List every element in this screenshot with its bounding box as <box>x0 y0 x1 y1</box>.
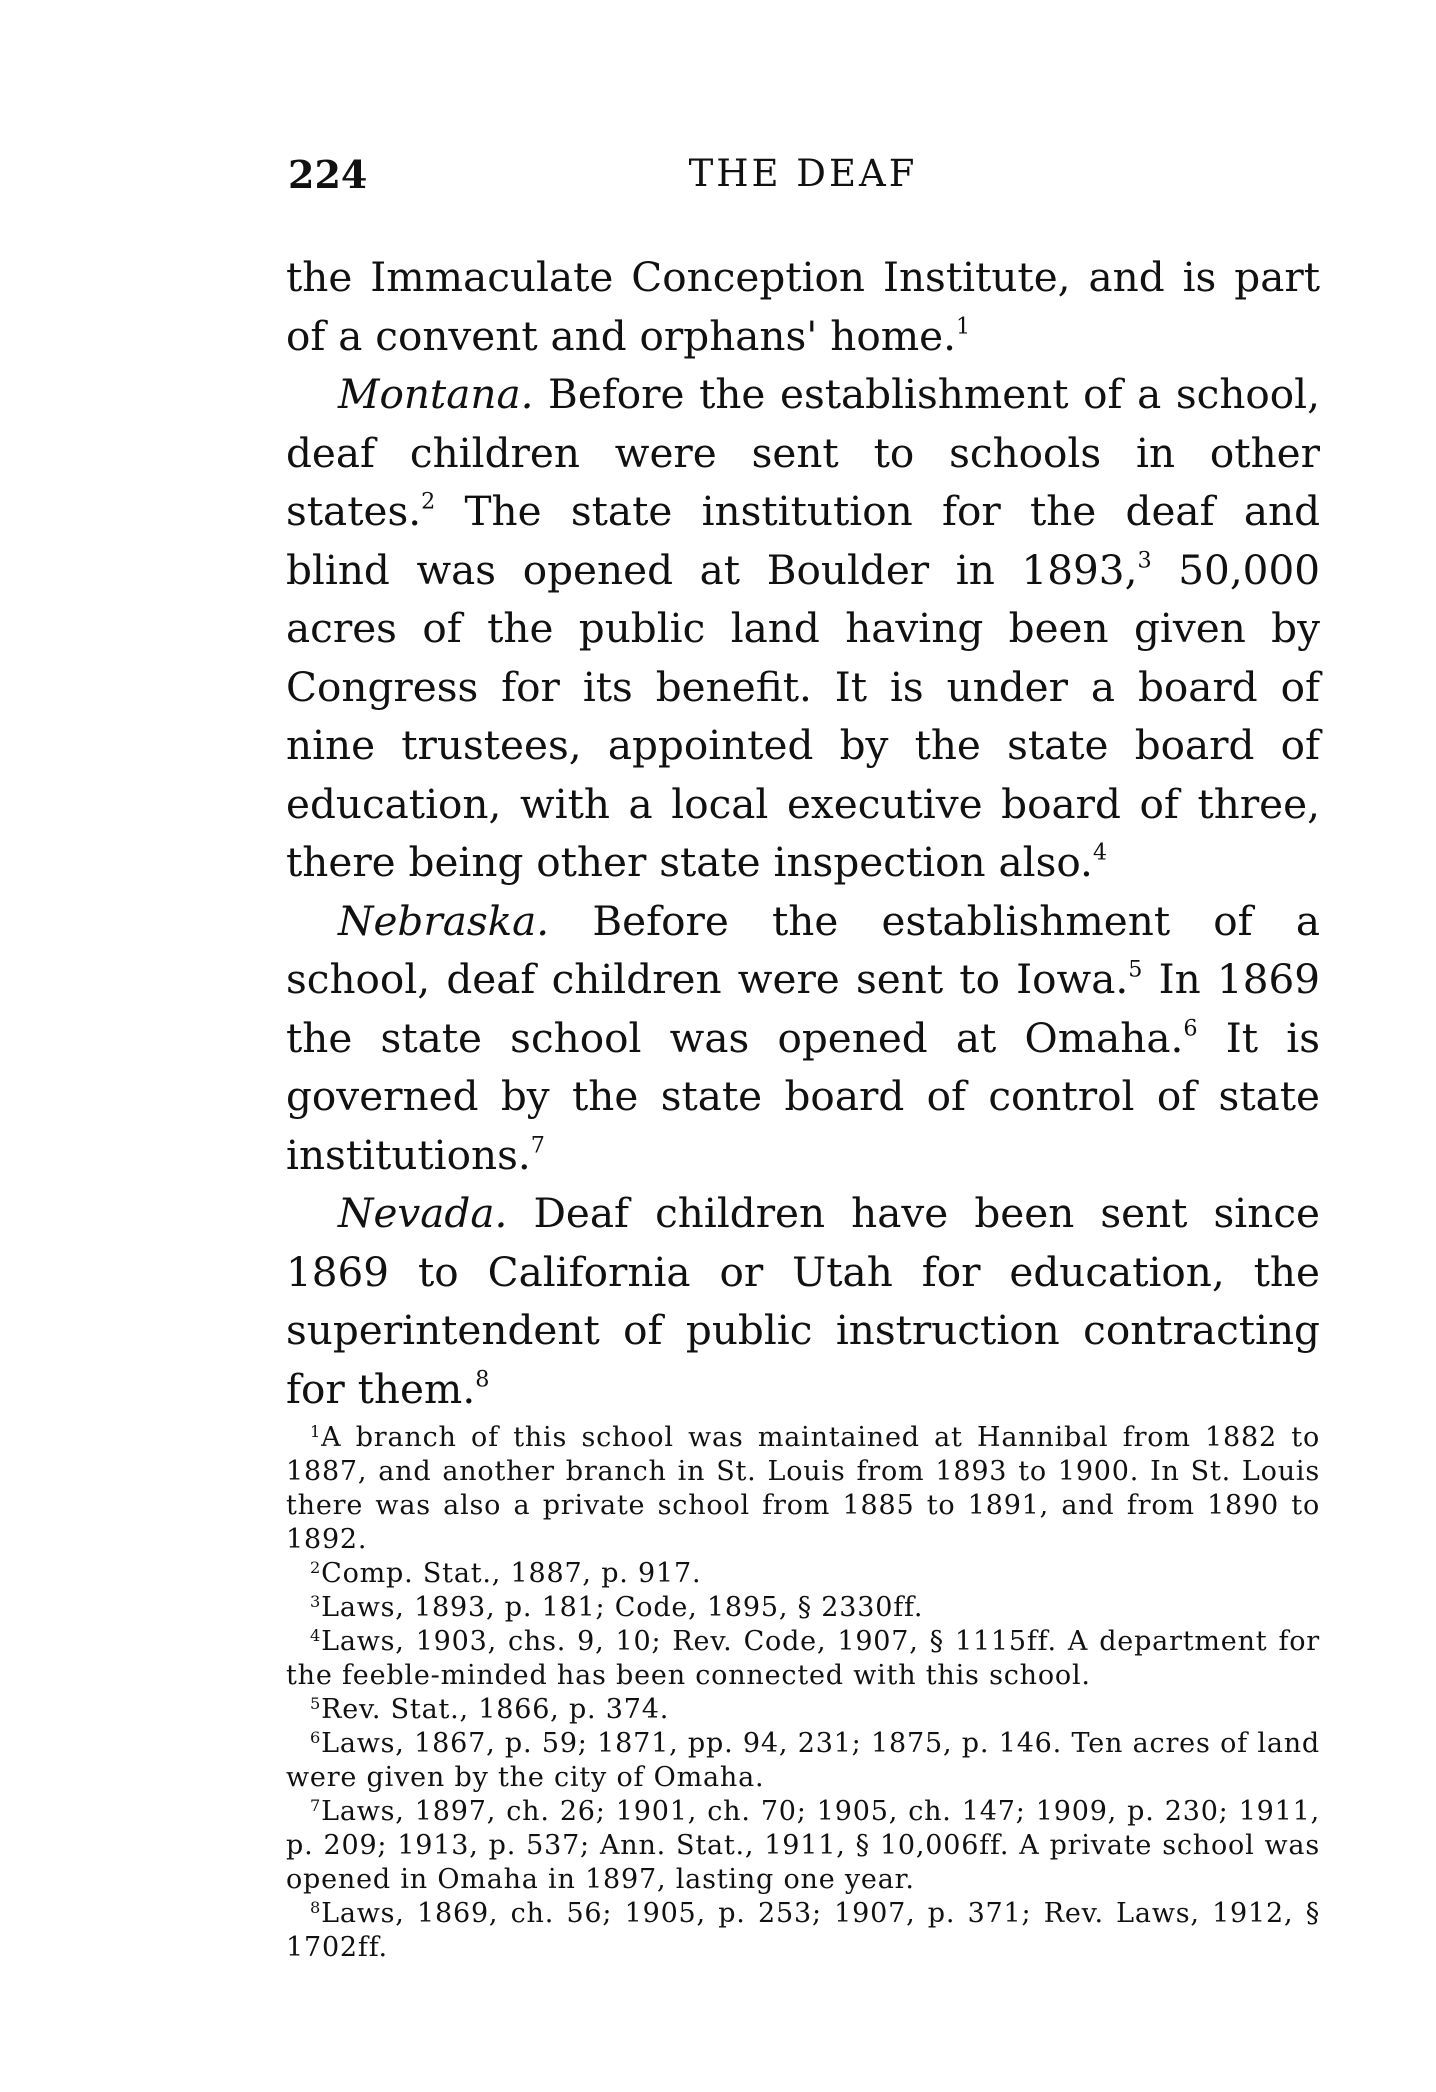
state-heading-montana: Montana. <box>338 370 534 418</box>
body-text <box>286 248 1320 1418</box>
state-heading-nevada: Nevada. <box>338 1189 508 1237</box>
footnote-4: $^4$Laws, 1903, chs. 9, 10; Rev. Code, 1907, § 1115ff. A department for the feeble-minded has been connected with this school. <box>286 1626 1320 1691</box>
footnote-ref: 8 <box>475 1365 490 1392</box>
running-title: THE DEAF <box>688 152 918 195</box>
page-number: 224 <box>288 152 368 197</box>
footnote-1: $^1$A branch of this school was maintained at Hannibal from 1882 to 1887, and another branch in St. Louis from 1893 to 1900. In St. Louis there was also a private school from 1885 to 1891, and from 1890 to 1892. <box>286 1422 1320 1555</box>
footnote-ref: 4 <box>1092 839 1108 866</box>
footnote-5: $^5$Rev. Stat., 1866, p. 374. <box>310 1694 670 1725</box>
footnote-ref: 3 <box>1137 546 1152 573</box>
footnote-8: $^8$Laws, 1869, ch. 56; 1905, p. 253; 1907, p. 371; Rev. Laws, 1912, § 1702ff. <box>286 1898 1320 1963</box>
paragraph-nebraska: Nebraska. Before the establishment of a school, deaf children were sent to Iowa.$^5$ In 1869 the state school was opened at Omaha.$^6$ It is governed by the state board of control of state institutions.$^7$ <box>286 896 1320 1179</box>
footnote-ref: 2 <box>421 488 436 515</box>
footnote-ref: 1 <box>956 312 971 339</box>
state-heading-nebraska: Nebraska. <box>338 896 550 945</box>
footnote-ref: 5 <box>1128 956 1143 983</box>
footnote-ref: 6 <box>1183 1014 1198 1041</box>
paragraph-nevada: Nevada. Deaf children have been sent since 1869 to California or Utah for education, the superintendent of public instruction contracting for them.$^8$ <box>286 1189 1320 1413</box>
footnotes <box>286 1421 1320 1965</box>
footnote-2: $^2$Comp. Stat., 1887, p. 917. <box>310 1558 702 1589</box>
footnote-ref: 7 <box>530 1131 545 1158</box>
paragraph-continuation: the Immaculate Conception Institute, and is part of a convent and orphans' home.$^1$ <box>286 253 1320 360</box>
footnote-6: $^6$Laws, 1867, p. 59; 1871, pp. 94, 231; 1875, p. 146. Ten acres of land were given by the city of Omaha. <box>286 1728 1320 1793</box>
paragraph-montana: Montana. Before the establishment of a school, deaf children were sent to schools in other states.$^2$ The state institution for the deaf and blind was opened at Boulder in 1893,$^3$ 50,000 acres of the public land having been given by Congress for its benefit. It is under a board of nine trustees, appointed by the state board of education, with a local executive board of three, there being other state inspection also.$^4$ <box>286 370 1320 886</box>
footnote-7: $^7$Laws, 1897, ch. 26; 1901, ch. 70; 1905, ch. 147; 1909, p. 230; 1911, p. 209; 1913, p. 537; Ann. Stat., 1911, § 10,006ff. A private school was opened in Omaha in 1897, lasting one year. <box>286 1796 1320 1895</box>
footnote-3: $^3$Laws, 1893, p. 181; Code, 1895, § 2330ff. <box>310 1592 924 1623</box>
page-header <box>288 152 1318 212</box>
